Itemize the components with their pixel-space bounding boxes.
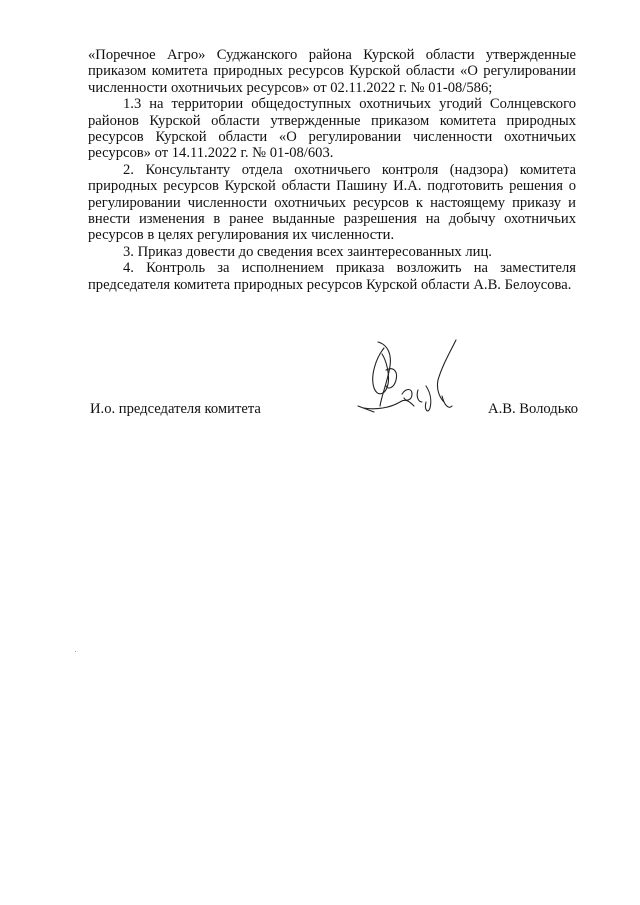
- paragraph-continuation: «Поречное Агро» Суджанского района Курской области утвержденные приказом комитета природных ресурсов Курской области «О регулировании численности охотничьих ресурсов» от 02.11.2022 г. № 01-08/586;: [88, 47, 576, 96]
- signature-block: [0, 398, 640, 428]
- paragraph-item-2: 2. Консультанту отдела охотничьего контроля (надзора) комитета природных ресурсов Курской области Пашину И.А. подготовить решения о регулировании численности охотничьих ресурсов к настоящему приказу и внести изменения в ранее выданные разрешения на добычу охотничьих ресурсов в целях регулирования их численности.: [88, 161, 576, 244]
- paragraph-item-3: 3. Приказ довести до сведения всех заинтересованных лиц.: [123, 243, 492, 260]
- paragraph-item-1-3: 1.3 на территории общедоступных охотничьих угодий Солнцевского районов Курской области утвержденные приказом комитета природных ресурсов Курской области «О регулировании численности охотничьих ресурсов» от 14.11.2022 г. № 01-08/603.: [88, 96, 576, 162]
- scan-speck: [75, 651, 76, 652]
- paragraph-item-4: 4. Контроль за исполнением приказа возложить на заместителя председателя комитета природных ресурсов Курской области А.В. Белоусова.: [88, 260, 576, 293]
- signatory-name: А.В. Володько: [488, 401, 578, 417]
- signatory-role: И.о. председателя комитета: [90, 401, 261, 417]
- document-body: [88, 47, 576, 293]
